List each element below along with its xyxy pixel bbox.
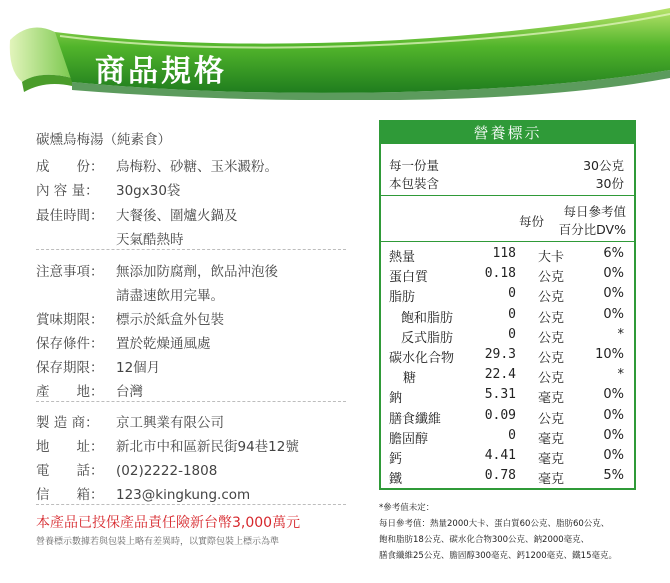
spec-expiry: [36, 308, 224, 328]
nutrient-name: 蛋白質: [389, 270, 429, 286]
servings-label: 本包裝含: [389, 176, 440, 191]
ref-line2: 飽和脂肪18公克、碳水化合物300公克、鈉2000毫克、: [379, 535, 590, 545]
spec-maker: [36, 411, 224, 431]
nutrition-row: [381, 448, 634, 468]
spec-best-time: [36, 204, 238, 224]
nutrient-dv: *: [617, 326, 624, 342]
nutrient-dv: 0%: [603, 448, 624, 463]
maker-label: 製 造 商：: [36, 415, 99, 431]
spec-notice: [36, 260, 278, 280]
nutrient-name: 反式脂肪: [401, 330, 454, 346]
expiry-value: 標示於紙盒外包裝: [116, 312, 224, 328]
divider: [36, 401, 346, 402]
nutrient-name: 膳食纖維: [389, 411, 442, 427]
nutrient-dv: 0%: [603, 306, 624, 322]
phone-label: 電 話：: [36, 463, 104, 479]
banner-title: 商品規格: [95, 54, 227, 89]
origin-label: 產 地：: [36, 384, 104, 400]
spec-content: [36, 179, 180, 199]
address-value: 新北市中和區新民街94巷12號: [116, 439, 299, 455]
nutrient-dv: *: [617, 367, 624, 383]
nutrition-row: [381, 428, 634, 448]
divider: [36, 504, 346, 505]
ref-line3: 膳食纖維25公克、膽固醇300毫克、鈣1200毫克、鐵15毫克。: [379, 551, 617, 561]
spec-ingredients: [36, 155, 278, 175]
maker-value: 京工興業有限公司: [116, 415, 224, 431]
dv-label-1: 每日參考值: [563, 204, 626, 219]
nutrition-row: [381, 347, 634, 367]
nutrient-value: 0: [508, 306, 516, 322]
nutrient-name: 碳水化合物: [389, 351, 455, 366]
nutrient-name: 飽和脂肪: [401, 310, 454, 326]
nutrient-value: 29.3: [484, 347, 516, 362]
nutrient-dv: 5%: [603, 468, 624, 484]
storage-value: 置於乾燥通風處: [116, 336, 211, 352]
nutrient-name: 熱量: [389, 250, 416, 265]
per-serving-value: 30公克: [583, 158, 624, 173]
spec-mail: [36, 483, 250, 503]
nutrient-unit: 大卡: [538, 250, 565, 265]
nutrient-dv: 0%: [603, 427, 624, 443]
mail-value: 123@kingkung.com: [116, 487, 251, 503]
header-banner: [0, 0, 670, 100]
nutrient-unit: 公克: [538, 371, 565, 387]
nutrition-row: [381, 468, 634, 488]
shelf-label: 保存期限：: [36, 360, 104, 376]
nutrient-dv: 0%: [603, 266, 624, 282]
nutrient-name: 鐵: [389, 472, 403, 488]
origin-value: 台灣: [116, 384, 143, 400]
per-serving-label: 每一份量: [389, 158, 440, 173]
reference-values: [379, 500, 659, 564]
nutrient-unit: 公克: [538, 330, 565, 346]
ingredients-label: 成 份：: [36, 159, 104, 175]
nutrient-name: 鈣: [389, 452, 403, 467]
nutrient-value: 118: [492, 246, 516, 261]
nutrient-dv: 0%: [603, 407, 624, 423]
nutrient-value: 0: [508, 427, 516, 443]
ingredients-value: 烏梅粉、砂糖、玉米澱粉。: [116, 159, 278, 175]
spec-shelf: [36, 356, 160, 376]
ref-line1: 每日參考值：熱量2000大卡、蛋白質60公克、脂肪60公克、: [379, 519, 610, 529]
nutrient-value: 4.41: [484, 448, 516, 463]
nutrition-row: [381, 327, 634, 347]
nutrient-dv: 6%: [603, 246, 624, 261]
nutrient-name: 脂肪: [389, 290, 416, 306]
spec-origin: [36, 380, 143, 400]
nutrient-unit: 公克: [538, 290, 565, 306]
nutrient-name: 鈉: [389, 391, 403, 407]
nutrition-row: [381, 307, 634, 327]
nutrition-row: [381, 367, 634, 387]
nutrient-value: 22.4: [484, 367, 516, 383]
notice-label: 注意事項：: [36, 264, 104, 280]
divider: [36, 249, 346, 250]
notice-line1: 無添加防腐劑，飲品沖泡後: [116, 264, 278, 280]
address-label: 地 址：: [36, 439, 104, 455]
nutrient-value: 0: [508, 286, 516, 302]
insurance-notice: 本產品已投保產品責任險新台幣3,000萬元: [36, 515, 301, 531]
nutrition-row: [381, 408, 634, 428]
dv-label-2: 百分比DV%: [558, 222, 626, 237]
nutrient-unit: 毫克: [538, 472, 565, 488]
product-name: 碳燻烏梅湯（純素食）: [36, 132, 171, 148]
disclaimer-note: 營養標示數據若與包裝上略有差異時，以實際包裝上標示為準: [36, 537, 280, 547]
nutrient-dv: 10%: [595, 347, 624, 362]
nutrient-unit: 公克: [538, 270, 565, 286]
shelf-value: 12個月: [116, 360, 161, 376]
nutrition-row: [381, 246, 634, 266]
best-time-line2: 天氣酷熱時: [116, 232, 184, 248]
nutrient-unit: 公克: [538, 351, 565, 366]
nutrient-name: 膽固醇: [389, 431, 429, 447]
nutrient-name: 糖: [403, 371, 417, 387]
content-label: 內 容 量：: [36, 183, 99, 199]
content-value: 30gx30袋: [116, 183, 181, 199]
nutrient-value: 5.31: [484, 387, 516, 403]
nutrition-row: [381, 286, 634, 306]
panel-divider: [381, 241, 634, 242]
spec-address: [36, 435, 299, 455]
expiry-label: 賞味期限：: [36, 312, 104, 328]
nutrient-unit: 毫克: [538, 431, 565, 447]
nutrient-unit: 毫克: [538, 452, 565, 467]
nutrient-unit: 毫克: [538, 391, 565, 407]
storage-label: 保存條件：: [36, 336, 104, 352]
ref-title: *參考值未定：: [379, 503, 435, 513]
nutrition-title: 營養標示: [381, 122, 634, 144]
spec-phone: [36, 459, 217, 479]
per-label: 每份: [519, 214, 545, 229]
nutrition-row: [381, 266, 634, 286]
mail-label: 信 箱：: [36, 487, 104, 503]
servings-value: 30份: [595, 176, 624, 191]
nutrient-dv: 0%: [603, 286, 624, 302]
nutrient-value: 0.18: [484, 266, 516, 282]
phone-value: (02)2222-1808: [116, 463, 218, 479]
nutrient-value: 0.78: [484, 468, 516, 484]
nutrition-row: [381, 387, 634, 407]
best-time-label: 最佳時間：: [36, 208, 104, 224]
nutrition-panel: [379, 120, 636, 490]
panel-divider: [381, 195, 634, 196]
nutrient-value: 0: [508, 326, 516, 342]
spec-storage: [36, 332, 211, 352]
nutrient-unit: 公克: [538, 310, 565, 326]
nutrient-dv: 0%: [603, 387, 624, 403]
best-time-line1: 大餐後、圍爐火鍋及: [116, 208, 238, 224]
nutrient-unit: 公克: [538, 411, 565, 427]
notice-line2: 請盡速飲用完畢。: [116, 288, 224, 304]
nutrient-value: 0.09: [484, 407, 516, 423]
